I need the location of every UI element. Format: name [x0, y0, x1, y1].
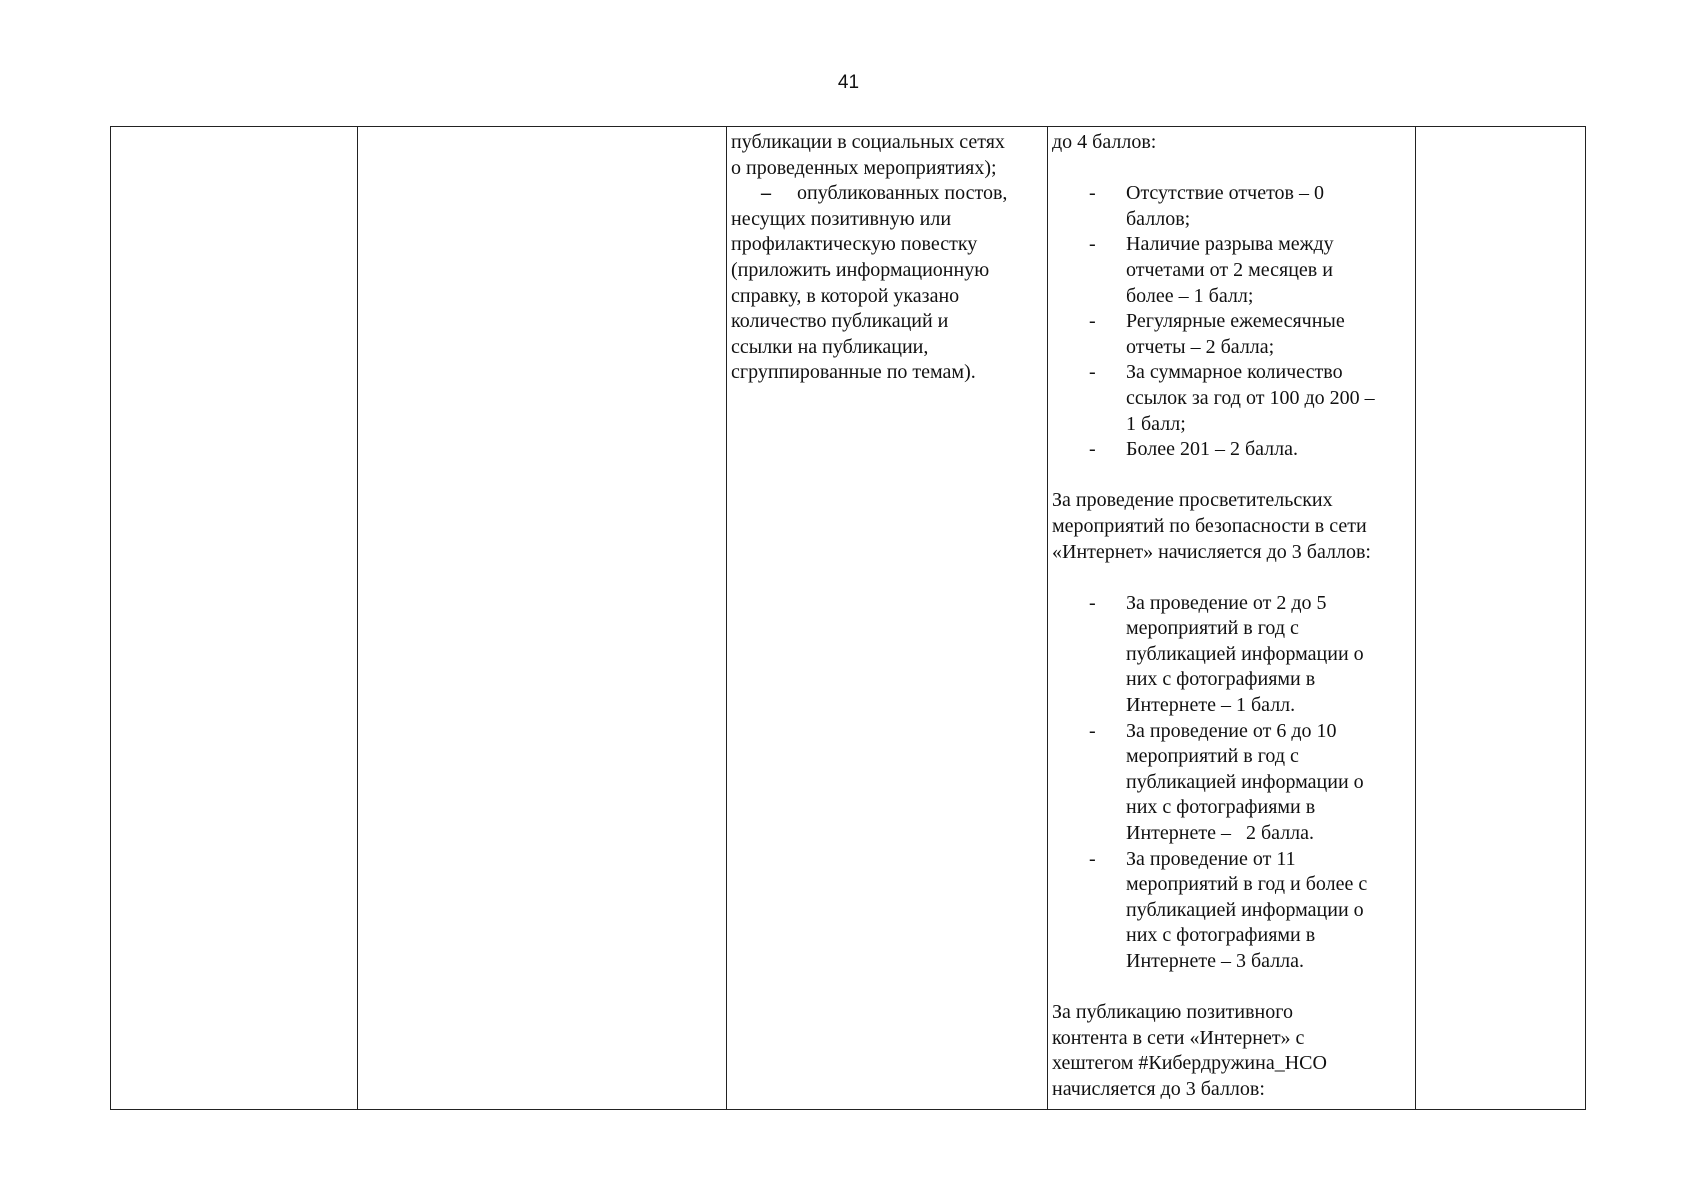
text-line: За проведение просветительских [1052, 489, 1333, 512]
dash-marker: - [1089, 438, 1096, 461]
dash-marker: - [1089, 182, 1096, 205]
text-line: более – 1 балл; [1126, 284, 1254, 307]
list-item [1052, 232, 1410, 309]
text-line: публикацией информации о [1126, 642, 1364, 665]
text-line: публикацией информации о [1126, 770, 1364, 793]
text-line: баллов; [1126, 207, 1191, 230]
text-line: мероприятий в год и более с [1126, 873, 1368, 896]
cell-col5-empty [1416, 127, 1586, 1110]
list-item [1052, 437, 1410, 463]
text-line: количество публикаций и [731, 310, 949, 333]
text-line: мероприятий в год с [1126, 617, 1299, 640]
text-line: Интернете – 1 балл. [1126, 694, 1296, 717]
list-item [1052, 719, 1410, 847]
page-number: 41 [837, 72, 860, 93]
text-line: За проведение от 2 до 5 [1126, 591, 1327, 614]
text-line: профилактическую повестку [731, 233, 978, 256]
cell-col3-description [727, 127, 1048, 1110]
text-line: мероприятий в год с [1126, 745, 1299, 768]
text-line: них с фотографиями в [1126, 668, 1316, 691]
dash-list-item [731, 181, 1042, 386]
text-line: Отсутствие отчетов – 0 [1126, 182, 1324, 205]
text-line: хештегом #Кибердружина_НСО [1052, 1052, 1327, 1075]
scoring-paragraph-events [1052, 488, 1410, 565]
text-line: (приложить информационную [731, 258, 990, 281]
dash-marker: - [1089, 847, 1096, 870]
dash-marker: - [1089, 361, 1096, 384]
criteria-table [110, 126, 1586, 1110]
text-line: отчетами от 2 месяцев и [1126, 258, 1333, 281]
text-line: За проведение от 11 [1126, 847, 1296, 870]
text-line: За публикацию позитивного [1052, 1001, 1293, 1024]
scoring-list-reports [1052, 181, 1410, 463]
text-line: несущих позитивную или [731, 207, 952, 230]
text-line: них с фотографиями в [1126, 924, 1316, 947]
text-line: публикации в социальных сетях [731, 131, 1005, 153]
text-line: справку, в которой указано [731, 284, 960, 307]
list-item [1052, 847, 1410, 975]
table-row [111, 127, 1586, 1110]
text-line: опубликованных постов, [797, 182, 1008, 205]
dash-marker: - [1089, 233, 1096, 256]
cell-col1-empty [111, 127, 358, 1110]
text-line: них с фотографиями в [1126, 796, 1316, 819]
dash-marker: - [1089, 719, 1096, 742]
text-line: Интернете – 2 балла. [1126, 822, 1315, 845]
text-line: «Интернет» начисляется до 3 баллов: [1052, 540, 1371, 563]
list-item [1052, 360, 1410, 437]
text-line: мероприятий по безопасности в сети [1052, 514, 1367, 537]
text-line: ссылки на публикации, [731, 335, 929, 358]
dash-marker: - [1089, 591, 1096, 614]
list-item [1052, 181, 1410, 232]
text-line: о проведенных мероприятиях); [731, 156, 997, 179]
cell-col2-empty [358, 127, 727, 1110]
text-line: отчеты – 2 балла; [1126, 335, 1275, 358]
text-line: За суммарное количество [1126, 361, 1343, 384]
list-item [1052, 309, 1410, 360]
scoring-intro: до 4 баллов: [1052, 131, 1157, 153]
text-line: начисляется до 3 баллов: [1052, 1077, 1265, 1100]
text-line: Более 201 – 2 балла. [1126, 438, 1299, 461]
text-line: Регулярные ежемесячные [1126, 310, 1345, 333]
text-line: публикацией информации о [1126, 898, 1364, 921]
text-line: За проведение от 6 до 10 [1126, 719, 1337, 742]
dash-marker: - [1089, 310, 1096, 333]
dash-marker: – [761, 182, 771, 205]
text-line: сгруппированные по темам). [731, 361, 976, 384]
text-line: контента в сети «Интернет» с [1052, 1026, 1305, 1049]
text-line: 1 балл; [1126, 412, 1186, 435]
scoring-paragraph-hashtag [1052, 1000, 1410, 1102]
cell-col4-scoring [1048, 127, 1416, 1110]
text-line: Наличие разрыва между [1126, 233, 1334, 256]
list-item [1052, 591, 1410, 719]
text-line: Интернете – 3 балла. [1126, 950, 1305, 972]
text-line: ссылок за год от 100 до 200 – [1126, 386, 1375, 409]
scoring-list-events [1052, 591, 1410, 975]
col3-lead [731, 130, 1042, 181]
